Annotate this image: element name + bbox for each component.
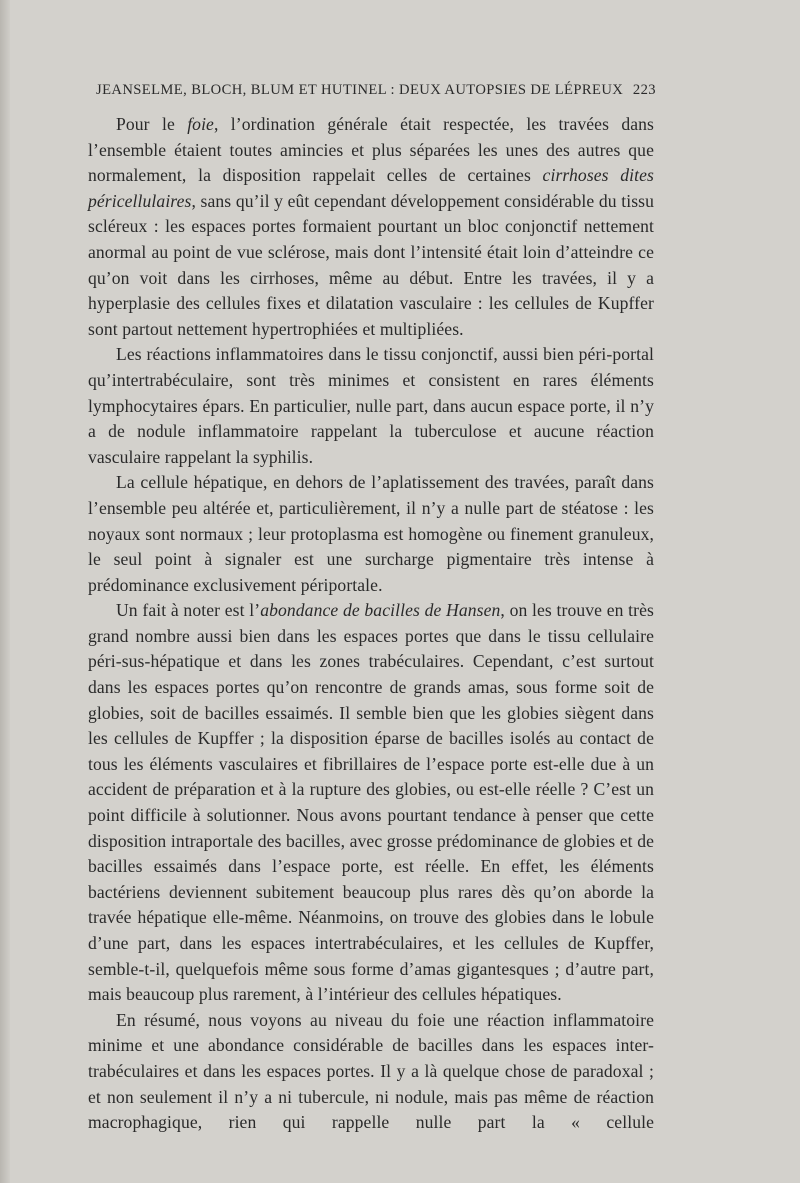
paragraph-1-italic-cirrhoses: cirrhoses dites péricellulaires	[88, 165, 654, 211]
running-header	[96, 82, 656, 99]
paragraph-4	[88, 598, 654, 1008]
body-text	[88, 112, 654, 1136]
paragraph-4-text-c: , on les trouve en très grand nombre aussi bien dans les espaces portes que dans le tissu cellulaire péri-sus-hépatique et dans les zones trabéculaires. Cependant, c’est surtout dans les espaces portes qu’on rencontre de grands amas, sous forme soit de globies, soit de bacilles essaimés. Il semble bien que les globies siègent dans les cellules de Kupffer ; la disposition éparse de bacilles isolés au contact de tous les éléments vasculaires et fibrillaires de l’espace porte est-elle due à un accident de préparation et à la rupture des globies, ou est-elle réelle ? C’est un point difficile à solutionner. Nous avons pourtant tendance à penser que cette disposition intraportale des bacilles, avec grosse prédominance de globies et de bacilles essaimés dans l’espace porte, est réelle. En effet, les éléments bactériens deviennent subitement beaucoup plus rares dès qu’on aborde la travée hépatique elle-même. Néanmoins, on trouve des globies dans le lobule d’une part, dans les espaces intertrabéculaires, et les cellules de Kupffer, semble-t-il, quelquefois même sous forme d’amas gigantesques ; d’autre part, mais beaucoup plus rarement, à l’intérieur des cellules hépatiques.	[88, 600, 654, 1005]
binding-edge	[0, 0, 10, 1183]
running-title: JEANSELME, BLOCH, BLUM ET HUTINEL : DEUX AUTOPSIES DE LÉPREUX	[96, 82, 624, 98]
paragraph-1-text-a: Pour le	[116, 114, 188, 134]
paragraph-1	[88, 112, 654, 342]
page-number: 223	[632, 82, 656, 98]
paragraph-1-text-e: , sans qu’il y eût cependant développement considérable du tissu scléreux : les espaces portes formaient pourtant un bloc conjonctif nettement anormal au point de vue sclérose, mais dont l’intensité était loin d’atteindre ce qu’on voit dans les cirrhoses, même au début. Entre les travées, il y a hyperplasie des cellules fixes et dilatation vasculaire : les cellules de Kupffer sont partout nettement hypertrophiées et multipliées.	[88, 190, 654, 339]
paragraph-2: Les réactions inflammatoires dans le tissu conjonctif, aussi bien péri-portal qu’intertrabéculaire, sont très minimes et consistent en rares éléments lymphocytaires épars. En particulier, nulle part, dans aucun espace porte, il n’y a de nodule inflammatoire rappelant la tuberculose et aucune réaction vasculaire rappelant la syphilis.	[88, 344, 654, 467]
paragraph-4-italic-bacilles: abondance de bacilles de Hansen	[260, 600, 501, 621]
paragraph-1-italic-foie: foie	[187, 114, 214, 134]
paragraph-3: La cellule hépatique, en dehors de l’aplatissement des travées, paraît dans l’ensemble peu altérée et, particulièrement, il n’y a nulle part de stéatose : les noyaux sont normaux ; leur protoplasma est homogène ou finement granuleux, le seul point à signaler est une surcharge pigmentaire très intense à prédominance exclusivement périportale.	[88, 472, 654, 595]
paragraph-1-text-c: , l’ordination générale était respectée, les travées dans l’ensemble étaient toutes amincies et plus séparées les unes des autres que normalement, la disposition rappelait celles de certaines	[88, 114, 654, 186]
paragraph-5: En résumé, nous voyons au niveau du foie une réaction inflammatoire minime et une abondance considérable de bacilles dans les espaces inter-trabéculaires et dans les espaces portes. Il y a là quelque chose de paradoxal ; et non seulement il n’y a ni tubercule, ni nodule, mais pas même de réaction macrophagique, rien qui rappelle nulle part la « cellule	[88, 1009, 654, 1133]
paragraph-4-text-a: Un fait à noter est l’	[116, 600, 261, 621]
